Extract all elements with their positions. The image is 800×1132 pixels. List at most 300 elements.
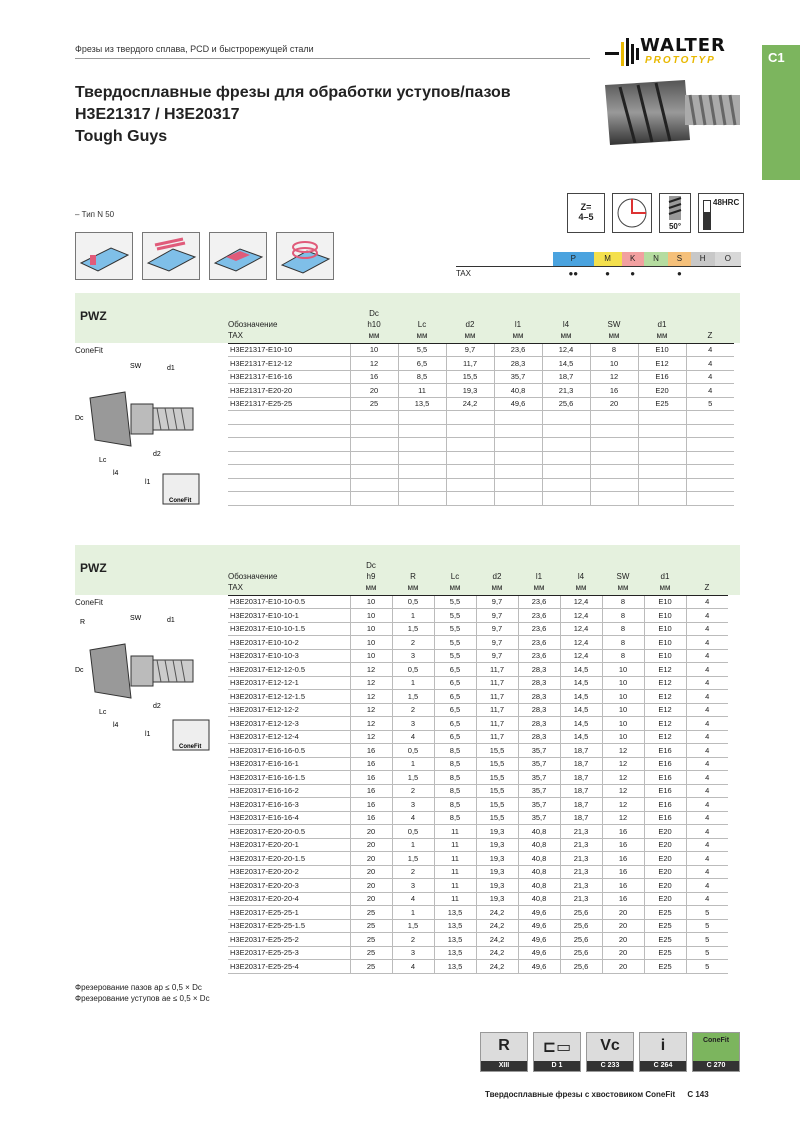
table-cell: H3E20317-E12-12-1.5 (228, 690, 350, 704)
table-cell: 8 (602, 609, 644, 623)
table2 (228, 545, 728, 974)
table-cell: E25 (644, 933, 686, 947)
table-cell: 19,3 (476, 852, 518, 866)
table-cell: 1,5 (392, 919, 434, 933)
page-number: C 143 (687, 1090, 709, 1099)
table-cell: 16 (602, 865, 644, 879)
table-row (228, 852, 728, 866)
table2-drawing (75, 610, 215, 760)
table-cell: 18,7 (560, 757, 602, 771)
table-cell: 4 (686, 825, 728, 839)
table-cell: 20 (602, 960, 644, 974)
table-cell: 5 (686, 906, 728, 920)
material-o: O (715, 252, 741, 266)
walter-logo (605, 35, 745, 70)
table-cell: 4 (686, 343, 734, 357)
label-d2: d2 (153, 451, 161, 458)
table-row (228, 744, 728, 758)
table-cell: 2 (392, 933, 434, 947)
table-cell: 1 (392, 676, 434, 690)
table-cell: 10 (602, 676, 644, 690)
table-cell: 8,5 (434, 771, 476, 785)
table-cell: 4 (686, 690, 728, 704)
table-cell: 4 (686, 703, 728, 717)
table-cell: 16 (350, 771, 392, 785)
table-cell: 15,5 (476, 771, 518, 785)
table-cell: 5,5 (434, 595, 476, 609)
empty-row (228, 438, 734, 452)
table-cell: 16 (350, 370, 398, 384)
table-cell: 49,6 (518, 906, 560, 920)
table-cell: 35,7 (518, 771, 560, 785)
table-cell: 25,6 (560, 960, 602, 974)
table-row (228, 397, 734, 411)
table-cell: 9,7 (476, 636, 518, 650)
helical-milling-icon (276, 232, 334, 280)
table-cell: 35,7 (494, 370, 542, 384)
table-row (228, 892, 728, 906)
table-cell: 13,5 (398, 397, 446, 411)
table-cell: 5 (686, 397, 734, 411)
table-cell: 4 (392, 811, 434, 825)
table-cell: 4 (686, 771, 728, 785)
table-cell: 25,6 (560, 906, 602, 920)
table-cell: H3E20317-E12-12-4 (228, 730, 350, 744)
table-cell: 5 (686, 960, 728, 974)
table-cell: H3E20317-E20-20-2 (228, 865, 350, 879)
material-k: K (622, 252, 644, 266)
table-cell: 12 (602, 798, 644, 812)
table-cell: 18,7 (542, 370, 590, 384)
table-cell: 49,6 (518, 960, 560, 974)
table-cell: 20 (602, 906, 644, 920)
table-cell: E12 (644, 690, 686, 704)
table-cell: E12 (644, 663, 686, 677)
table-cell: 10 (590, 357, 638, 371)
table-cell: 12,4 (560, 595, 602, 609)
table-cell: 11,7 (446, 357, 494, 371)
table-cell: 20 (602, 946, 644, 960)
table-cell: 25 (350, 906, 392, 920)
label-sw: SW (130, 615, 142, 622)
table-cell: 1 (392, 838, 434, 852)
table-cell: 8 (602, 595, 644, 609)
empty-row (228, 465, 734, 479)
table-cell: 13,5 (434, 946, 476, 960)
material-s-rating: ● (668, 266, 690, 280)
table-cell: 8 (602, 636, 644, 650)
label-dc: Dc (75, 667, 84, 674)
tool-properties (567, 193, 744, 233)
label-l1: l1 (145, 479, 151, 486)
table-cell: 4 (392, 730, 434, 744)
table-cell: E10 (644, 595, 686, 609)
section-tab[interactable] (762, 45, 800, 180)
col-dc: Dc h10 мм (367, 308, 381, 340)
table-cell: H3E21317-E16-16 (228, 370, 350, 384)
empty-row (228, 411, 734, 425)
conefit-icon-caption: C 270 (693, 1061, 739, 1071)
table-cell: 15,5 (446, 370, 494, 384)
hardness-badge (698, 193, 744, 233)
table-cell: E10 (644, 609, 686, 623)
table-cell: H3E20317-E10-10-0.5 (228, 595, 350, 609)
table-cell: 25,6 (560, 919, 602, 933)
table-cell: 24,2 (476, 946, 518, 960)
table-cell: 20 (350, 892, 392, 906)
helix-angle-icon (659, 193, 691, 233)
table-cell: 25 (350, 397, 398, 411)
table-cell: 20 (350, 852, 392, 866)
table-cell: E25 (638, 397, 686, 411)
table-cell: 11 (398, 384, 446, 398)
table-cell: E12 (644, 703, 686, 717)
table-cell: 49,6 (494, 397, 542, 411)
table-cell: 24,2 (476, 960, 518, 974)
material-h: H (691, 252, 715, 266)
table-cell: 28,3 (494, 357, 542, 371)
conefit-badge-label: ConeFit (179, 744, 202, 750)
pocket-milling-icon (209, 232, 267, 280)
table-cell: 49,6 (518, 946, 560, 960)
table-cell: 4 (686, 798, 728, 812)
note-shoulder-milling: Фрезерование уступов ae ≤ 0,5 × Dc (75, 994, 210, 1003)
table-cell: 5 (686, 933, 728, 947)
table-row (228, 771, 728, 785)
table-cell: E25 (644, 919, 686, 933)
table-cell: 12 (350, 357, 398, 371)
r-icon[interactable] (480, 1032, 528, 1072)
table-cell: 16 (350, 784, 392, 798)
table-cell: 6,5 (434, 717, 476, 731)
table-cell: 4 (686, 744, 728, 758)
table-cell: 21,3 (560, 892, 602, 906)
col-sw: SW мм (616, 571, 630, 592)
table-cell: H3E20317-E16-16-4 (228, 811, 350, 825)
info-icon-caption: C 264 (640, 1061, 686, 1071)
operation-icons (75, 232, 334, 280)
table-cell: 12,4 (560, 609, 602, 623)
table-cell: 4 (686, 384, 734, 398)
table-cell: 5,5 (434, 609, 476, 623)
table-cell: 2 (392, 784, 434, 798)
table-cell: 14,5 (560, 730, 602, 744)
table-cell: H3E20317-E10-10-2 (228, 636, 350, 650)
table-cell: E20 (644, 825, 686, 839)
table-cell: 8 (602, 622, 644, 636)
table-cell: H3E21317-E10-10 (228, 343, 350, 357)
table-cell: 8 (590, 343, 638, 357)
section-tab-label: C1 (768, 50, 785, 65)
table-cell: E25 (644, 960, 686, 974)
table-cell: 15,5 (476, 798, 518, 812)
material-o-rating (715, 266, 741, 280)
table-cell: H3E20317-E16-16-1 (228, 757, 350, 771)
table-cell: E16 (644, 811, 686, 825)
material-p-rating: ●● (553, 266, 594, 280)
table-cell: 20 (590, 397, 638, 411)
table-cell: E16 (638, 370, 686, 384)
table-cell: 23,6 (518, 622, 560, 636)
table-row (228, 811, 728, 825)
info-icon[interactable] (639, 1032, 687, 1072)
table-cell: 6,5 (434, 690, 476, 704)
table-cell: 12 (602, 757, 644, 771)
empty-row (228, 478, 734, 492)
table-cell: 1 (392, 757, 434, 771)
table-cell: 20 (350, 384, 398, 398)
table-cell: 40,8 (518, 825, 560, 839)
hardness-label: 48HRC (713, 198, 740, 207)
col-lc: Lc мм (449, 571, 461, 592)
vc-icon[interactable] (586, 1032, 634, 1072)
table-cell: 35,7 (518, 798, 560, 812)
slot-milling-icon (75, 232, 133, 280)
col-l4: l4 мм (560, 319, 572, 340)
table-cell: 3 (392, 717, 434, 731)
tool-holder-icon-symbol: ⊏▭ (542, 1039, 572, 1056)
col-d2: d2 мм (464, 319, 476, 340)
table-cell: E12 (644, 730, 686, 744)
table-cell: 25,6 (560, 946, 602, 960)
table-cell: H3E20317-E12-12-0.5 (228, 663, 350, 677)
table-cell: 20 (350, 865, 392, 879)
table-cell: 16 (350, 811, 392, 825)
page-title (75, 82, 511, 148)
table-cell: 12 (602, 784, 644, 798)
table-cell: 4 (686, 838, 728, 852)
table-cell: 35,7 (518, 757, 560, 771)
table-cell: 10 (350, 595, 392, 609)
table-cell: H3E20317-E12-12-3 (228, 717, 350, 731)
title-line3: Tough Guys (75, 128, 168, 145)
material-h-rating (691, 266, 715, 280)
label-r: R (80, 619, 86, 626)
table-cell: 25,6 (542, 397, 590, 411)
table-cell: 11 (434, 838, 476, 852)
label-d2: d2 (153, 703, 161, 710)
materials-tax-row (456, 266, 741, 280)
table-row (228, 609, 728, 623)
table-cell: 49,6 (518, 919, 560, 933)
table-cell: E20 (644, 852, 686, 866)
table-cell: 20 (602, 919, 644, 933)
table1-subtitle: ConeFit (75, 346, 104, 355)
col-l4: l4 мм (575, 571, 587, 592)
tool-holder-icon-caption: D 1 (534, 1061, 580, 1071)
brand-name: WALTER (640, 35, 726, 56)
table-cell: 18,7 (560, 798, 602, 812)
table-cell: 8,5 (434, 784, 476, 798)
table-cell: H3E20317-E25-25-3 (228, 946, 350, 960)
table-cell: 24,2 (476, 933, 518, 947)
table-cell: 14,5 (560, 703, 602, 717)
table-row (228, 906, 728, 920)
footer-icons (480, 1032, 740, 1072)
table-cell: 35,7 (518, 811, 560, 825)
milling-cutter-image (600, 75, 750, 150)
table-cell: 12 (350, 663, 392, 677)
table2-subtitle: ConeFit (75, 598, 104, 607)
table-cell: H3E20317-E25-25-1 (228, 906, 350, 920)
table-row (228, 757, 728, 771)
hardness-scale-icon (703, 200, 711, 230)
table-cell: 9,7 (476, 649, 518, 663)
conefit-icon[interactable] (692, 1032, 740, 1072)
table-cell: 4 (686, 676, 728, 690)
table-cell: 11 (434, 865, 476, 879)
table-cell: 3 (392, 798, 434, 812)
table-row (228, 865, 728, 879)
table-row (228, 595, 728, 609)
table-row (228, 825, 728, 839)
table-cell: 12,4 (542, 343, 590, 357)
table-cell: 15,5 (476, 811, 518, 825)
table-row (228, 663, 728, 677)
table-row (228, 622, 728, 636)
table-cell: 4 (686, 663, 728, 677)
table-cell: 28,3 (518, 717, 560, 731)
table1-header-row (228, 293, 734, 343)
logo-bars-icon (605, 38, 645, 66)
table-cell: 8 (602, 649, 644, 663)
col-z: Z (707, 330, 713, 340)
table-cell: 13,5 (434, 906, 476, 920)
info-icon-symbol: i (660, 1037, 666, 1054)
table-cell: H3E20317-E20-20-1 (228, 838, 350, 852)
table-row (228, 730, 728, 744)
col-l1: l1 мм (512, 319, 524, 340)
table1-label: PWZ (80, 309, 107, 323)
table-cell: H3E20317-E20-20-3 (228, 879, 350, 893)
material-n: N (644, 252, 668, 266)
table-cell: E10 (638, 343, 686, 357)
table-cell: 13,5 (434, 960, 476, 974)
table-cell: 14,5 (560, 690, 602, 704)
notes (75, 982, 210, 1004)
table-cell: 8,5 (434, 757, 476, 771)
col-sw: SW мм (607, 319, 621, 340)
table-cell: 24,2 (446, 397, 494, 411)
table-cell: 5,5 (434, 622, 476, 636)
table-cell: 11 (434, 892, 476, 906)
brand-sub: PROTOTYP (645, 55, 716, 66)
table-cell: E20 (644, 865, 686, 879)
title-line1: Твердосплавные фрезы для обработки уступов/пазов (75, 84, 511, 101)
table-cell: 28,3 (518, 663, 560, 677)
table-cell: 20 (350, 825, 392, 839)
table-cell: E16 (644, 744, 686, 758)
empty-row (228, 492, 734, 506)
table-cell: 28,3 (518, 730, 560, 744)
table-cell: E25 (644, 946, 686, 960)
table-cell: H3E20317-E12-12-2 (228, 703, 350, 717)
table-cell: 20 (350, 838, 392, 852)
table-cell: 35,7 (518, 744, 560, 758)
materials-row-label: TAX (456, 266, 553, 280)
table-row (228, 703, 728, 717)
table-cell: 15,5 (476, 757, 518, 771)
table-cell: 18,7 (560, 784, 602, 798)
table-row (228, 343, 734, 357)
table-cell: 40,8 (494, 384, 542, 398)
label-l4: l4 (113, 722, 119, 729)
r-icon-caption: XIII (481, 1061, 527, 1071)
table-cell: H3E20317-E25-25-4 (228, 960, 350, 974)
table-cell: 1,5 (392, 690, 434, 704)
table-cell: 6,5 (434, 663, 476, 677)
table-cell: 14,5 (542, 357, 590, 371)
table-cell: 12 (350, 703, 392, 717)
table-cell: 19,3 (476, 825, 518, 839)
materials-header-row (456, 252, 741, 266)
table-cell: 6,5 (434, 703, 476, 717)
table-cell: 10 (602, 717, 644, 731)
material-p: P (553, 252, 594, 266)
vc-icon-symbol: Vc (600, 1037, 620, 1054)
table-cell: 5,5 (434, 636, 476, 650)
table-cell: 4 (686, 595, 728, 609)
table-cell: E16 (644, 784, 686, 798)
table-cell: 12,4 (560, 622, 602, 636)
table-cell: 3 (392, 879, 434, 893)
table-cell: 6,5 (434, 676, 476, 690)
table-row (228, 357, 734, 371)
material-m-rating: ● (594, 266, 622, 280)
table-cell: 16 (602, 892, 644, 906)
table-cell: H3E20317-E16-16-1.5 (228, 771, 350, 785)
table-cell: 12 (350, 730, 392, 744)
tool-holder-icon[interactable] (533, 1032, 581, 1072)
table-cell: 25 (350, 933, 392, 947)
table-cell: 10 (350, 649, 392, 663)
table-cell: H3E21317-E25-25 (228, 397, 350, 411)
table-cell: 13,5 (434, 919, 476, 933)
empty-row (228, 451, 734, 465)
table-cell: 11,7 (476, 690, 518, 704)
table-cell: 40,8 (518, 879, 560, 893)
table-cell: 0,5 (392, 744, 434, 758)
table-cell: 10 (350, 343, 398, 357)
table-cell: 12,4 (560, 636, 602, 650)
table-row (228, 636, 728, 650)
label-lc: Lc (99, 457, 107, 464)
table-cell: 0,5 (392, 595, 434, 609)
table-cell: 19,3 (446, 384, 494, 398)
title-line2: H3E21317 / H3E20317 (75, 106, 240, 123)
table-cell: 16 (602, 879, 644, 893)
table-cell: 15,5 (476, 784, 518, 798)
material-n-rating (644, 266, 668, 280)
col-d1: d1 мм (659, 571, 671, 592)
table-cell: 4 (686, 636, 728, 650)
table-cell: 21,3 (560, 838, 602, 852)
table-cell: 1,5 (392, 852, 434, 866)
table-cell: 14,5 (560, 676, 602, 690)
type-label: – Тип N 50 (75, 210, 115, 219)
shoulder-milling-icon (142, 232, 200, 280)
table-cell: 35,7 (518, 784, 560, 798)
col-lc: Lc мм (416, 319, 428, 340)
table-cell: 0,5 (392, 825, 434, 839)
table-cell: 16 (350, 757, 392, 771)
r-icon-symbol: R (498, 1037, 510, 1054)
table-cell: 20 (602, 933, 644, 947)
table-cell: H3E20317-E10-10-1.5 (228, 622, 350, 636)
table-cell: 4 (686, 730, 728, 744)
table-cell: 2 (392, 865, 434, 879)
table-cell: E10 (644, 636, 686, 650)
